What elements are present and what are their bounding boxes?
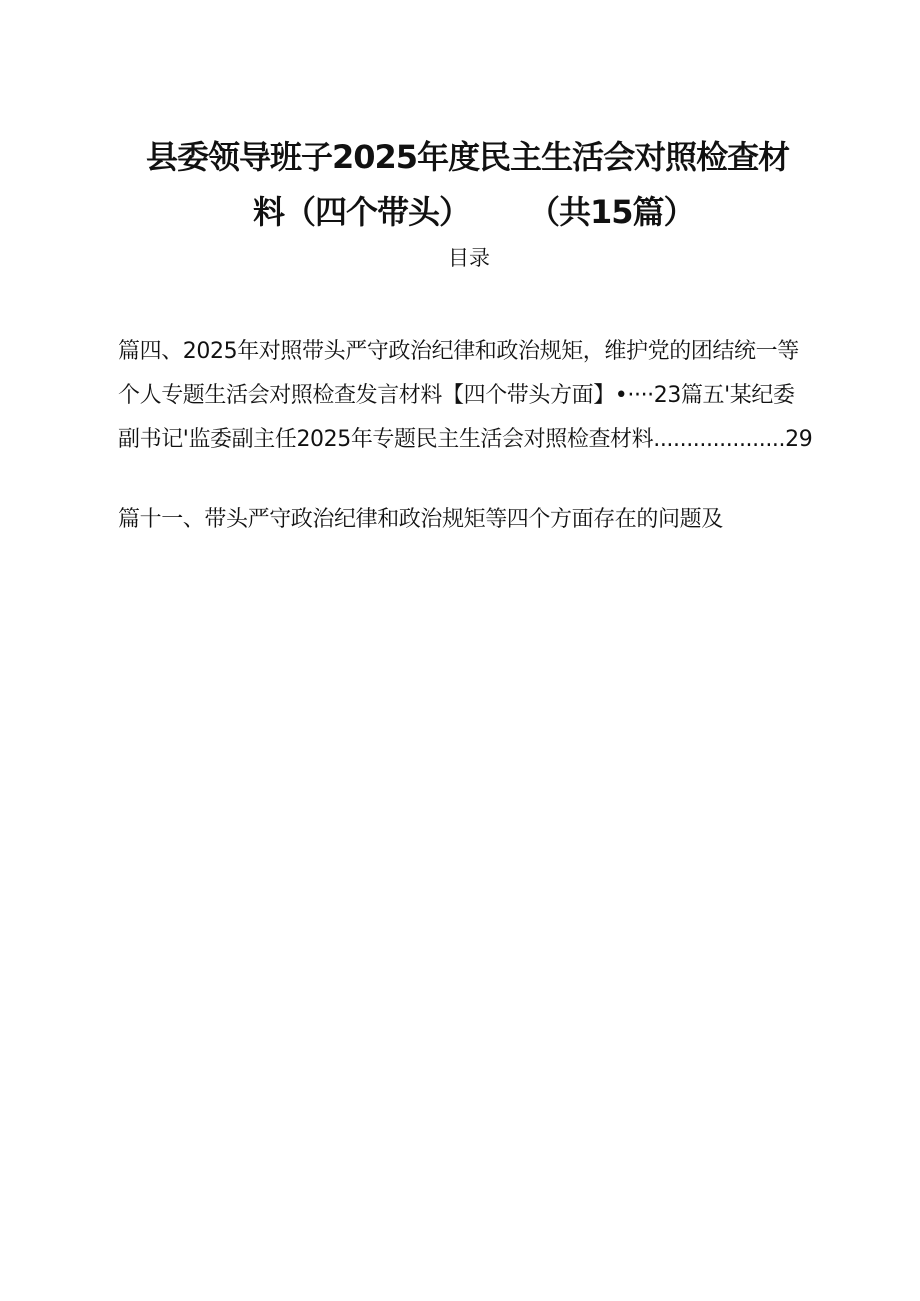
document-title-line-2: [253, 192, 695, 232]
document-title-part: 料（四个带头）: [253, 193, 471, 231]
toc-entry-line: 副书记'监委副主任2025年专题民主生活会对照检查材料....................29: [118, 427, 813, 452]
toc-heading: 目录: [448, 246, 490, 270]
toc-entry-line: 个人专题生活会对照检查发言材料【四个带头方面】•····23篇五'某纪委: [118, 383, 795, 408]
document-count-label: （共15篇）: [528, 193, 695, 231]
document-title-line-1: 县委领导班子2025年度民主生活会对照检查材: [146, 138, 790, 176]
toc-entry-line: 篇四、2025年对照带头严守政治纪律和政治规矩，维护党的团结统一等: [118, 339, 799, 364]
toc-entry-line: 篇十一、带头严守政治纪律和政治规矩等四个方面存在的问题及: [118, 507, 723, 532]
